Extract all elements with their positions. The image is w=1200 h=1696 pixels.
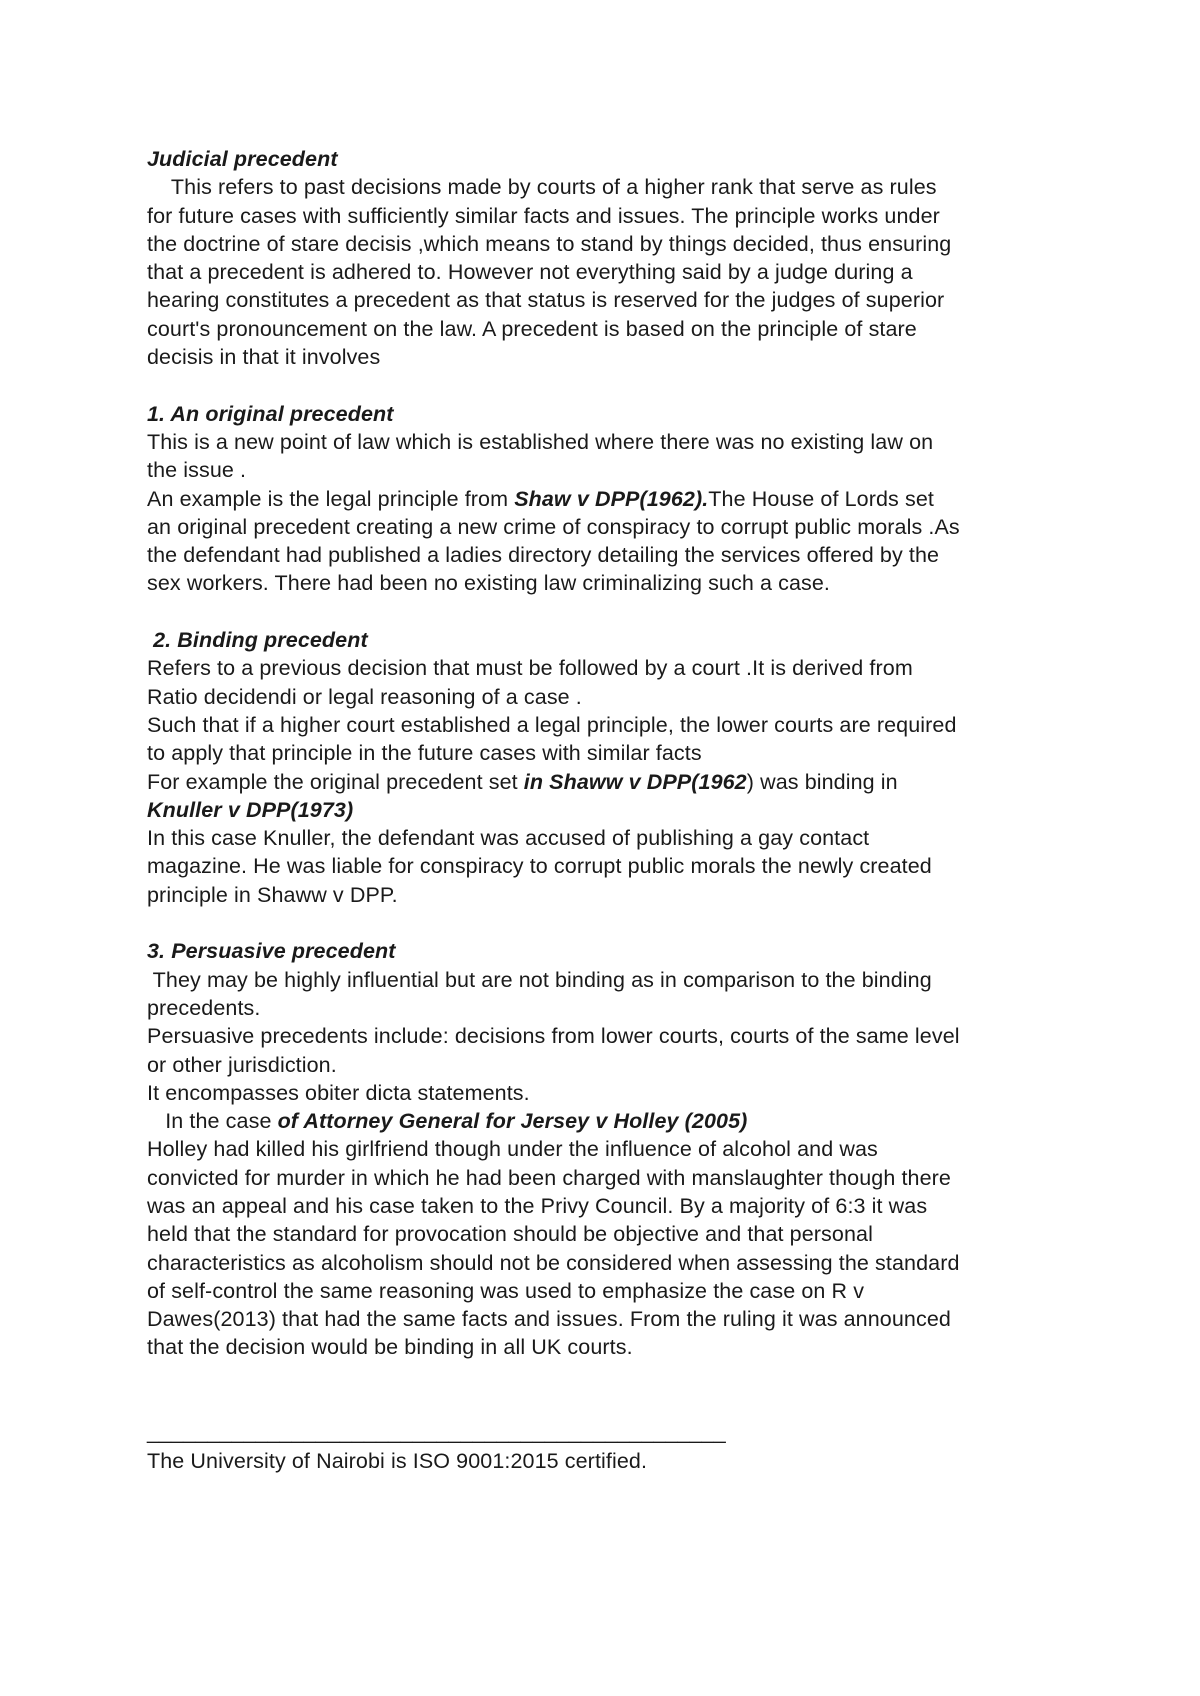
- section3-line: They may be highly influential but are not binding as in comparison to the binding: [147, 967, 932, 992]
- section2-line: In this case Knuller, the defendant was accused of publishing a gay contact: [147, 826, 870, 851]
- section-heading-persuasive: 3. Persuasive precedent: [147, 939, 396, 964]
- spacer: [147, 371, 1067, 399]
- text-run: For example the original precedent set: [147, 769, 524, 794]
- section-heading-binding: 2. Binding precedent: [147, 628, 368, 653]
- section1-line-case: [147, 485, 1067, 513]
- intro-line: for future cases with sufficiently similar facts and issues. The principle works under: [147, 203, 940, 228]
- section3-body-line: characteristics as alcoholism should not be considered when assessing the standard: [147, 1250, 960, 1275]
- spacer: [147, 1390, 1067, 1418]
- section3-body-line: Holley had killed his girlfriend though under the influence of alcohol and was: [147, 1137, 878, 1162]
- section2-line: Such that if a higher court established a legal principle, the lower courts are required: [147, 712, 957, 737]
- intro-line: the doctrine of stare decisis ,which means to stand by things decided, thus ensuring: [147, 231, 952, 256]
- case-citation: Shaw v DPP(1962).: [514, 486, 709, 511]
- document-page: [147, 145, 1067, 1475]
- section3-body-line: Dawes(2013) that had the same facts and issues. From the ruling it was announced: [147, 1307, 951, 1332]
- section3-line: Persuasive precedents include: decisions from lower courts, courts of the same level: [147, 1024, 960, 1049]
- document-title: Judicial precedent: [147, 147, 338, 171]
- text-run: ) was binding in: [746, 769, 898, 794]
- section3-line: or other jurisdiction.: [147, 1052, 337, 1077]
- spacer: [147, 598, 1067, 626]
- intro-line: This refers to past decisions made by courts of a higher rank that serve as rules: [147, 175, 937, 200]
- section3-body-line: held that the standard for provocation should be objective and that personal: [147, 1222, 873, 1247]
- case-citation: in Shaww v DPP(1962: [523, 769, 747, 794]
- section3-body-line: of self-control the same reasoning was used to emphasize the case on R v: [147, 1278, 865, 1303]
- case-citation: of Attorney General for Jersey v Holley (2005): [277, 1109, 748, 1134]
- section1-line: the defendant had published a ladies directory detailing the services offered by the: [147, 543, 940, 568]
- section3-body-line: convicted for murder in which he had been charged with manslaughter though there: [147, 1165, 951, 1190]
- footer-rule: ________________________________________________: [147, 1420, 726, 1445]
- section2-line-case: [147, 768, 1067, 796]
- section3-line: precedents.: [147, 995, 261, 1020]
- section3-line: It encompasses obiter dicta statements.: [147, 1080, 530, 1105]
- section1-line: sex workers. There had been no existing law criminalizing such a case.: [147, 571, 830, 596]
- section2-line: to apply that principle in the future cases with similar facts: [147, 741, 702, 766]
- section-heading-original: 1. An original precedent: [147, 401, 394, 426]
- intro-line: hearing constitutes a precedent as that status is reserved for the judges of superior: [147, 288, 945, 313]
- section2-line: magazine. He was liable for conspiracy to corrupt public morals the newly created: [147, 854, 932, 879]
- spacer: [147, 1362, 1067, 1390]
- intro-line: court's pronouncement on the law. A precedent is based on the principle of stare: [147, 316, 917, 341]
- section1-line: the issue .: [147, 458, 247, 483]
- section3-body-line: that the decision would be binding in all UK courts.: [147, 1335, 633, 1360]
- intro-line: that a precedent is adhered to. However not everything said by a judge during a: [147, 260, 913, 285]
- section1-line: This is a new point of law which is established where there was no existing law on: [147, 429, 934, 454]
- footer-note: The University of Nairobi is ISO 9001:2015 certified.: [147, 1448, 648, 1473]
- section2-line: Refers to a previous decision that must be followed by a court .It is derived from: [147, 656, 913, 681]
- section3-body-line: was an appeal and his case taken to the Privy Council. By a majority of 6:3 it was: [147, 1193, 928, 1218]
- section3-line-case: [147, 1107, 1067, 1135]
- case-citation: Knuller v DPP(1973): [147, 797, 354, 822]
- text-run: The House of Lords set: [708, 486, 934, 511]
- intro-line: decisis in that it involves: [147, 345, 381, 370]
- section2-line: principle in Shaww v DPP.: [147, 882, 398, 907]
- text-run: In the case: [147, 1109, 278, 1134]
- text-run: An example is the legal principle from: [147, 486, 515, 511]
- section2-line: Ratio decidendi or legal reasoning of a case .: [147, 684, 582, 709]
- section1-line: an original precedent creating a new crime of conspiracy to corrupt public morals .As: [147, 514, 960, 539]
- spacer: [147, 909, 1067, 937]
